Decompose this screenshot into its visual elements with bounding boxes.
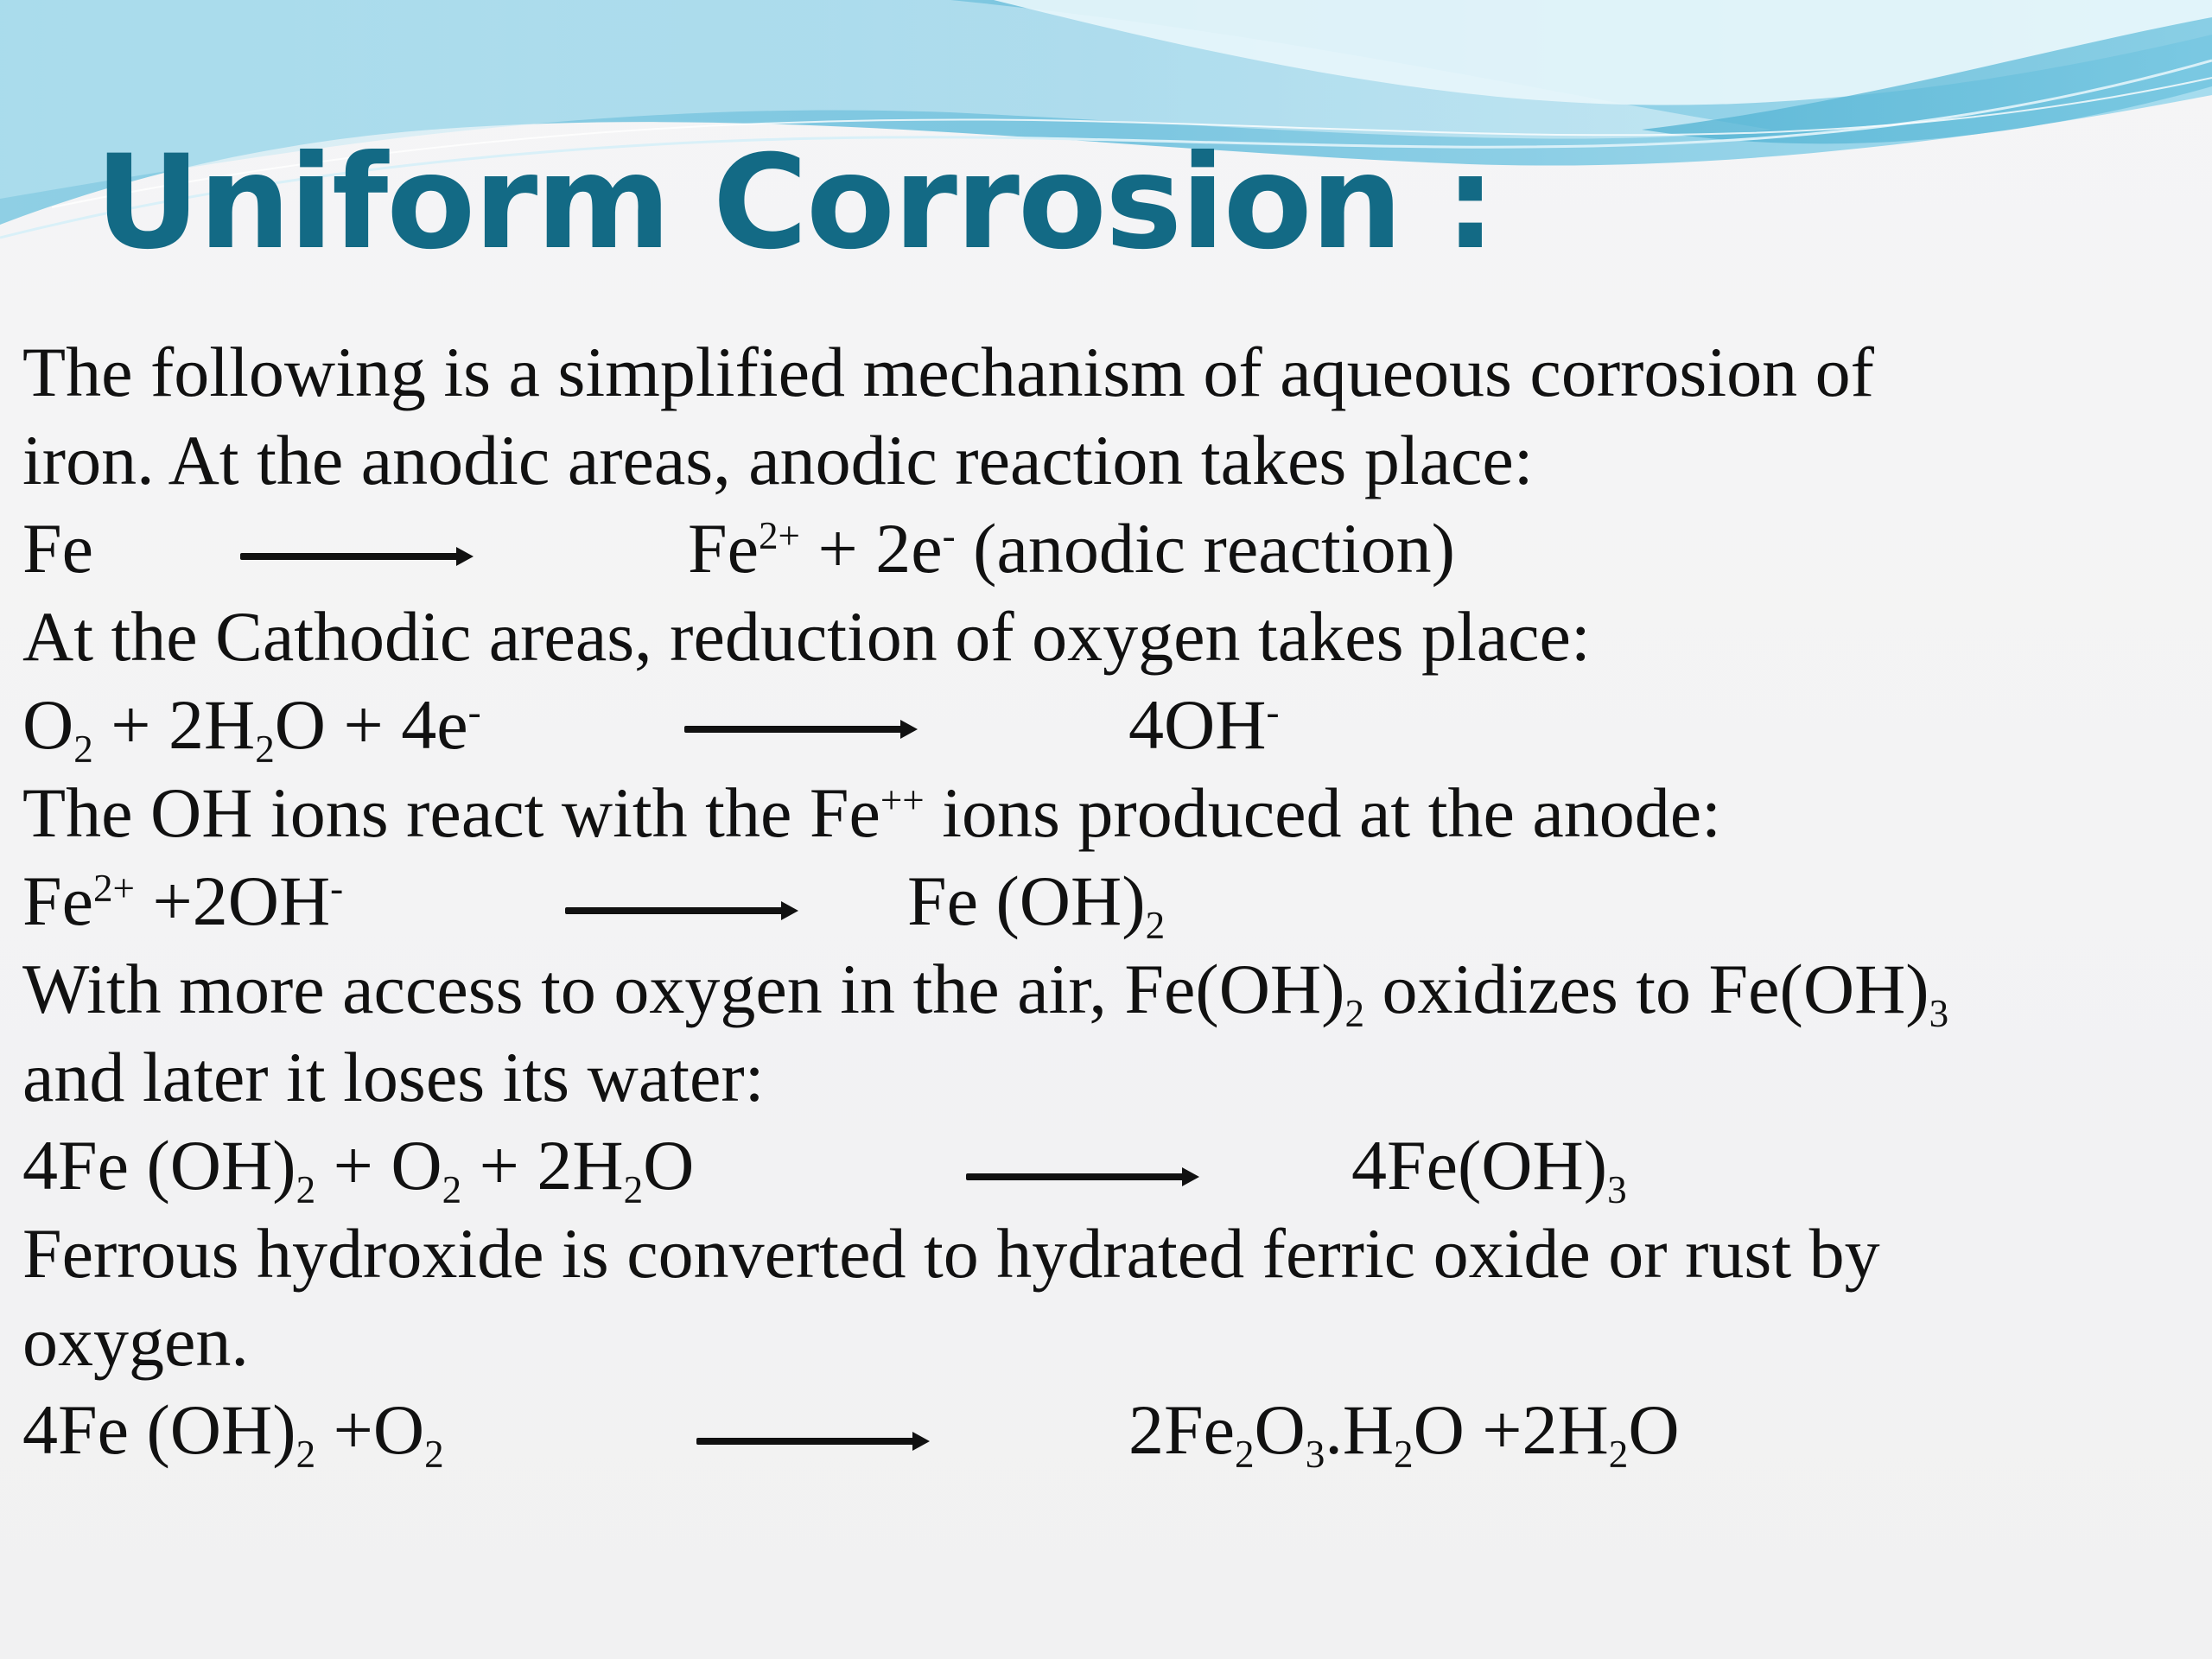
rust-p-end: O (1628, 1390, 1680, 1469)
right-arrow-icon (696, 1438, 919, 1445)
intro-text-1: The following is a simplified mechanism of aqueous corrosion of (22, 333, 1874, 411)
oh-ions-start: The OH ions react with the Fe (22, 773, 880, 852)
hydroxide-product-text: Fe (OH) (907, 861, 1146, 940)
hydroxide-oh-sup: - (330, 866, 344, 910)
anodic-reactant: Fe (22, 509, 93, 588)
access-text-2: and later it loses its water: (22, 1038, 765, 1116)
oxidation-r-sub1: 2 (296, 1167, 316, 1211)
hydroxide-fe-sup: 2+ (93, 866, 135, 910)
oxidation-product-sub: 3 (1607, 1167, 1627, 1211)
anodic-note: (anodic reaction) (955, 509, 1455, 588)
rust-p-sub4: 2 (1608, 1432, 1629, 1476)
rust-r-start: 4Fe (OH) (22, 1390, 296, 1469)
cathodic-o: O (22, 685, 74, 764)
cathodic-h: + 2H (92, 685, 256, 764)
rust-p-sub3: 2 (1394, 1432, 1414, 1476)
access-line-2 (22, 1033, 2183, 1122)
equation-rust (22, 1386, 2183, 1474)
oh-ions-line (22, 769, 2183, 857)
equation-oxidation (22, 1122, 2183, 1210)
intro-line-2 (22, 416, 2183, 505)
anodic-product-charge: 2+ (759, 513, 800, 557)
cathodic-line (22, 593, 2183, 681)
access-text (22, 945, 1948, 1033)
hydroxide-oh: +2OH (134, 861, 331, 940)
cathodic-h-sub: 2 (255, 727, 275, 771)
cathodic-product-sup: - (1266, 690, 1280, 734)
equation-hydroxide (22, 857, 2183, 945)
rust-product (1128, 1386, 1680, 1474)
anodic-product-electrons: + 2e (799, 509, 943, 588)
anodic-product (688, 505, 1455, 593)
equation-cathodic (22, 681, 2183, 769)
ferrous-text-2: oxygen. (22, 1302, 249, 1381)
oxidation-r-o: + O (315, 1126, 442, 1205)
ferrous-line-1 (22, 1210, 2183, 1298)
cathodic-o-sub: 2 (73, 727, 93, 771)
rust-p-o: O (1254, 1390, 1306, 1469)
oxidation-product-text: 4Fe(OH) (1351, 1126, 1608, 1205)
rust-r-sub2: 2 (424, 1432, 444, 1476)
access-mid: oxidizes to Fe(OH) (1364, 950, 1929, 1028)
oh-ions-sup: ++ (880, 778, 925, 822)
ferrous-line-2 (22, 1298, 2183, 1386)
hydroxide-reactants (22, 857, 343, 945)
cathodic-oe: O + 4e (274, 685, 468, 764)
hydroxide-fe: Fe (22, 861, 93, 940)
access-sub1: 2 (1344, 991, 1364, 1035)
cathodic-product-oh: 4OH (1128, 685, 1267, 764)
oxidation-r-end: O (643, 1126, 695, 1205)
right-arrow-icon (684, 726, 907, 733)
oxidation-r-start: 4Fe (OH) (22, 1126, 296, 1205)
rust-r-o: +O (315, 1390, 425, 1469)
anodic-electron-charge: - (942, 513, 956, 557)
rust-reactants (22, 1386, 444, 1474)
oxidation-product (1351, 1122, 1627, 1210)
right-arrow-icon (565, 907, 788, 914)
access-start: With more access to oxygen in the air, Fe(OH) (22, 950, 1345, 1028)
rust-p-sub1: 2 (1235, 1432, 1255, 1476)
slide-title: Uniform Corrosion : (95, 128, 1495, 278)
rust-p-start: 2Fe (1128, 1390, 1235, 1469)
oh-ions-end: ions produced at the anode: (924, 773, 1721, 852)
cathodic-reactants (22, 681, 481, 769)
oxidation-r-sub2: 2 (442, 1167, 462, 1211)
cathodic-product (1128, 681, 1279, 769)
hydroxide-product (907, 857, 1165, 945)
rust-p-sub2: 3 (1305, 1432, 1325, 1476)
access-sub2: 3 (1929, 991, 1949, 1035)
rust-p-o2: O +2H (1413, 1390, 1609, 1469)
ferrous-text-1: Ferrous hydroxide is converted to hydrated ferric oxide or rust by (22, 1214, 1880, 1293)
slide-body (22, 328, 2183, 1474)
rust-p-h: .H (1325, 1390, 1395, 1469)
cathodic-text: At the Cathodic areas, reduction of oxygen takes place: (22, 597, 1591, 676)
intro-text-2: iron. At the anodic areas, anodic reaction takes place: (22, 421, 1534, 499)
access-line-1 (22, 945, 2183, 1033)
right-arrow-icon (240, 553, 463, 560)
anodic-product-fe: Fe (688, 509, 759, 588)
oxidation-reactants (22, 1122, 694, 1210)
oh-ions-text (22, 769, 1721, 857)
cathodic-e-sup: - (467, 690, 481, 734)
hydroxide-product-sub: 2 (1145, 903, 1166, 947)
right-arrow-icon (966, 1173, 1189, 1180)
intro-line-1 (22, 328, 2183, 416)
oxidation-r-sub3: 2 (623, 1167, 644, 1211)
oxidation-r-h: + 2H (461, 1126, 624, 1205)
equation-anodic (22, 505, 2183, 593)
rust-r-sub1: 2 (296, 1432, 316, 1476)
